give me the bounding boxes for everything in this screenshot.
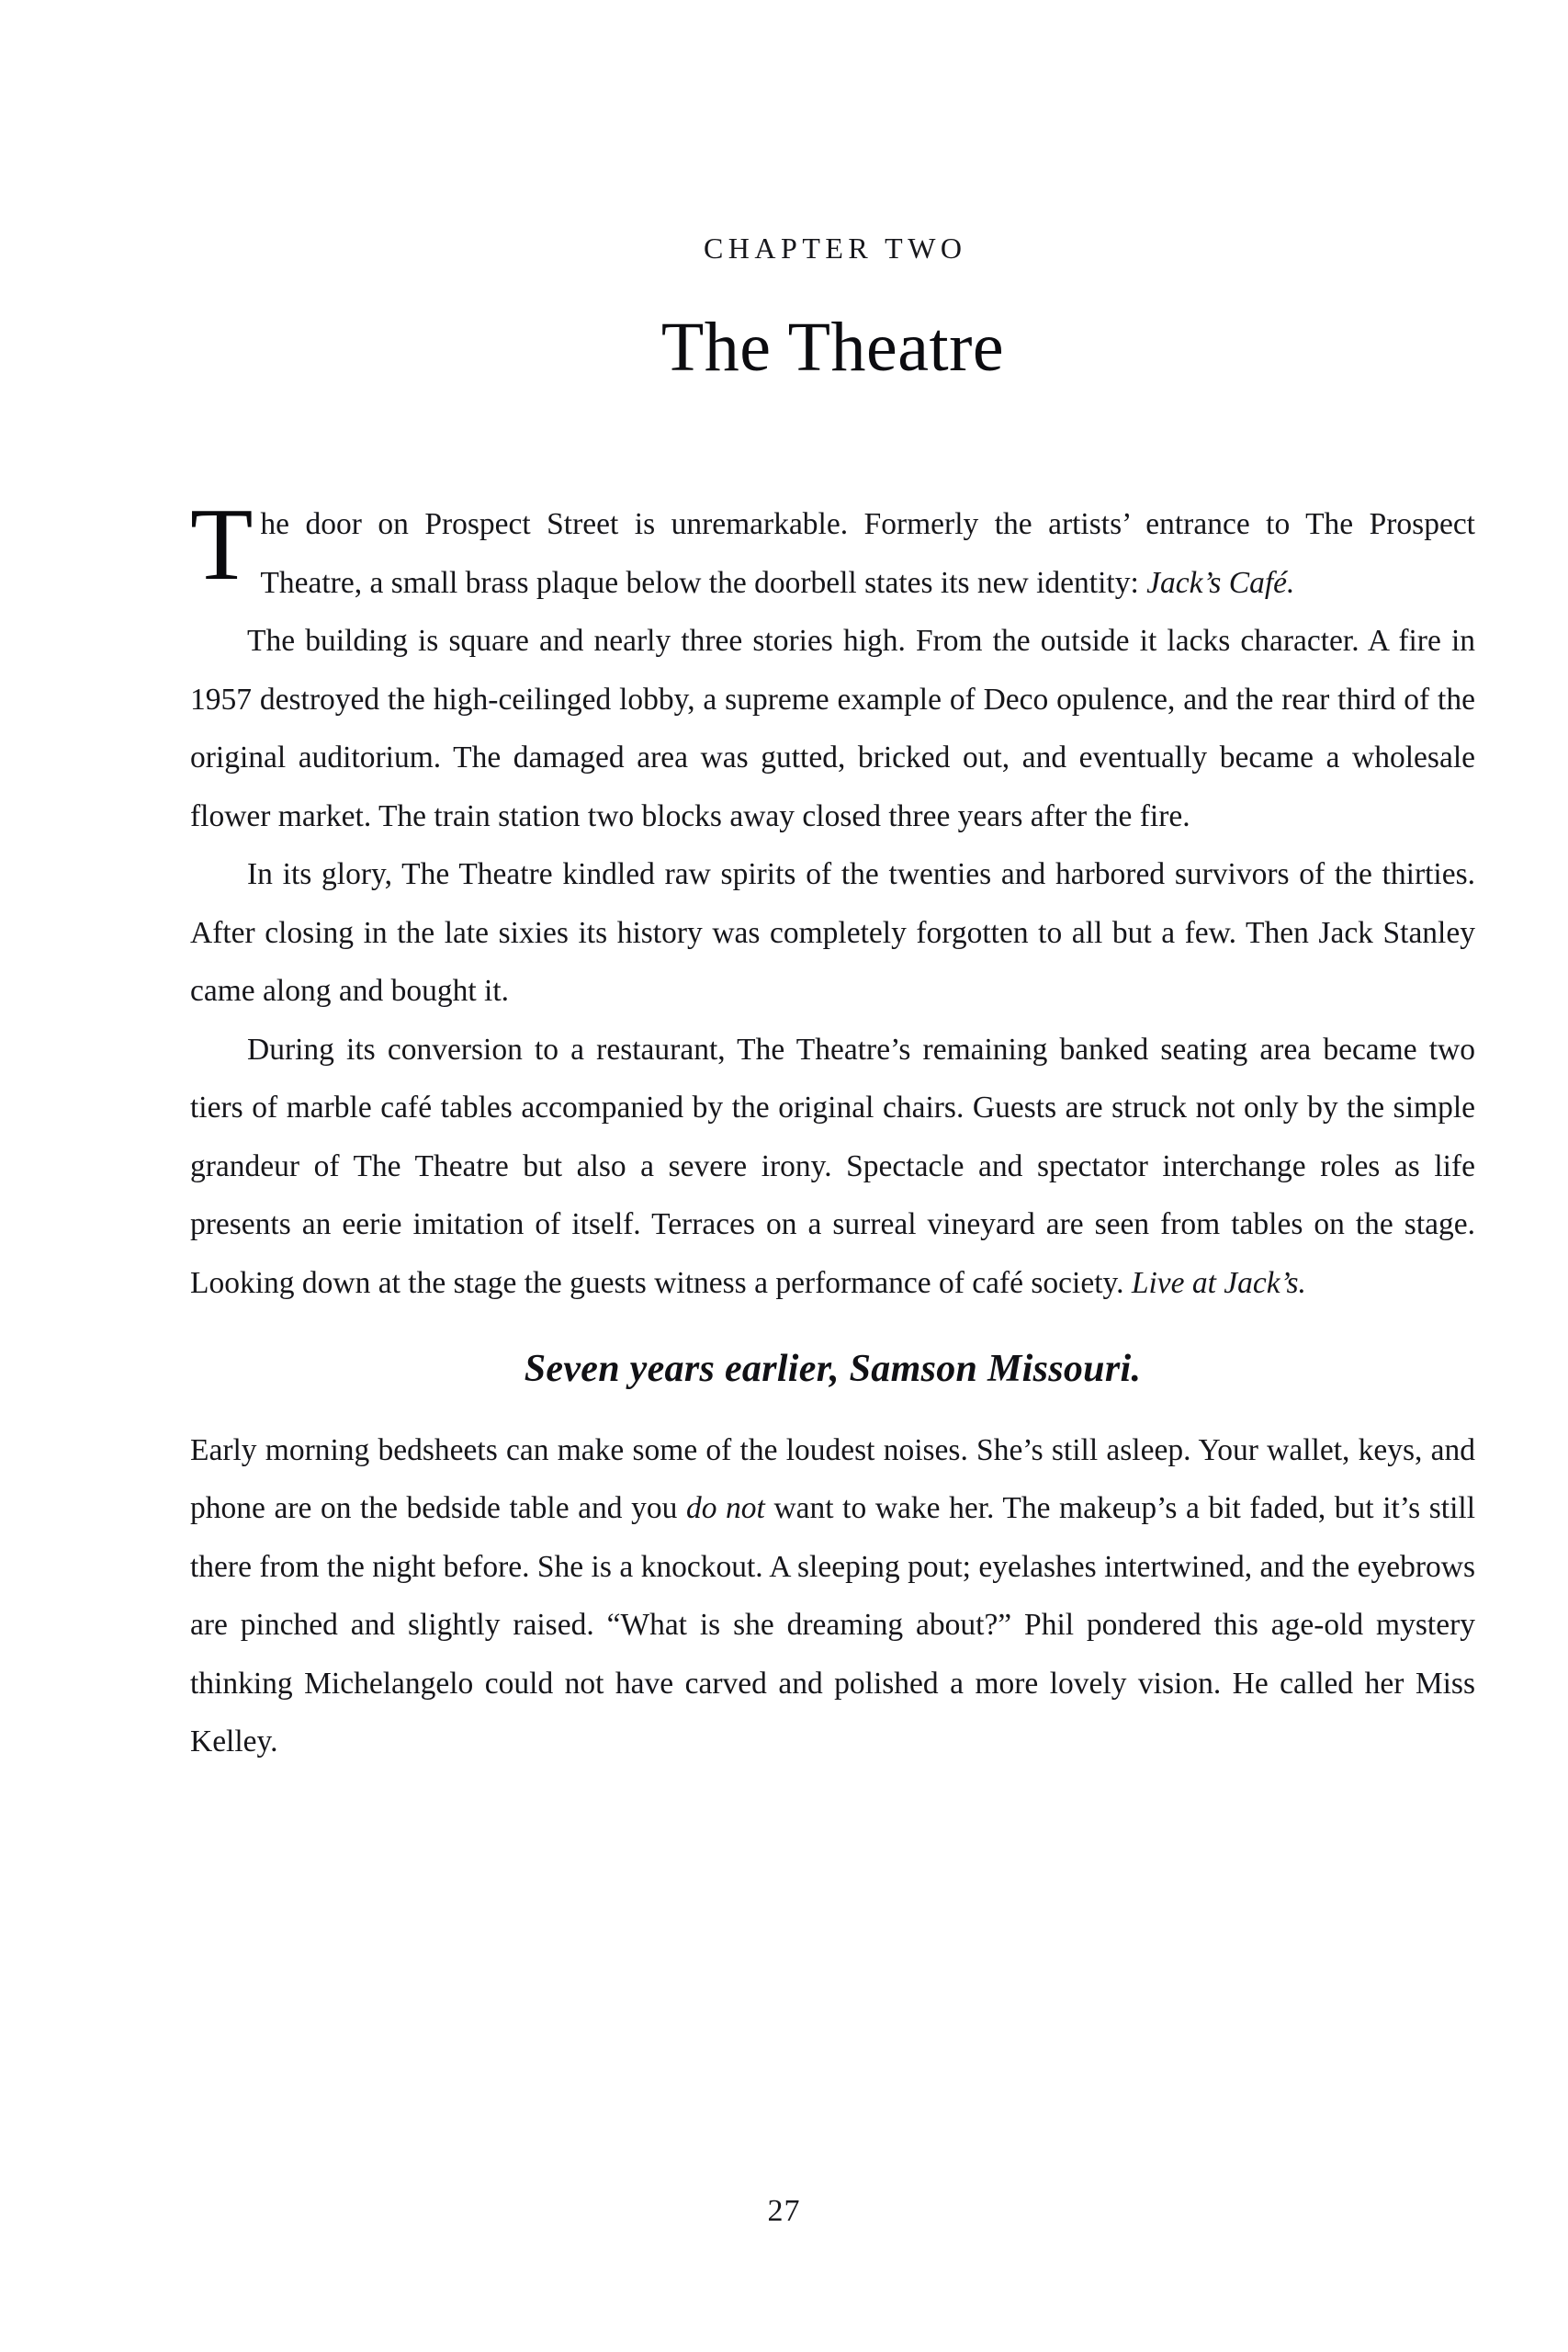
paragraph-5-emphasis: do not (685, 1491, 765, 1526)
paragraph-3: In its glory, The Theatre kindled raw spirits of the twenties and harbored survivors of the thirties. After closing in the late sixies its history was completely forgotten to all but a few. Then Jack Stanley came along and bought it. (190, 857, 1475, 1009)
paragraph-5 (190, 1421, 1475, 1771)
paragraph-4-text: During its conversion to a restaurant, The Theatre’s remaining banked seating area became two tiers of marble café tables accompanied by the original chairs. Guests are struck not only by the simple grandeur of The Theatre but also a severe irony. Spectacle and spectator interchange roles as life presents an eerie imitation of itself. Terraces on a surreal vineyard are seen from tables on the stage. Looking down at the stage the guests witness a performance of café society. (190, 1032, 1475, 1300)
paragraph-1-text: he door on Prospect Street is unremarkable. Formerly the artists’ entrance to The Prospect Theatre, a small brass plaque below the doorbell states its new identity: (260, 507, 1475, 600)
paragraph-1 (190, 488, 1475, 612)
scene-heading: Seven years earlier, Samson Missouri. (524, 1348, 1142, 1391)
paragraph-4 (190, 1021, 1475, 1313)
paragraph-1-italic-title: Jack’s Café. (1146, 565, 1295, 600)
paragraph-4-italic-tag: Live at Jack’s. (1131, 1265, 1306, 1300)
paragraph-2: The building is square and nearly three stories high. From the outside it lacks character. A fire in 1957 destroyed the high-ceilinged lobby, a supreme example of Deco opulence, and the rear third of the original auditorium. The damaged area was gutted, bricked out, and eventually became a wholesale flower market. The train station two blocks away closed three years after the fire. (190, 624, 1475, 833)
paragraph-5-text-part1: Early morning bedsheets can make some of the loudest noises. She’s still asleep. Your wallet, keys, and phone are on the bedside table and you (190, 1432, 1475, 1526)
chapter-label: CHAPTER TWO (703, 232, 967, 265)
chapter-title: The Theatre (660, 309, 1005, 387)
drop-cap: T (190, 488, 254, 603)
page-number: 27 (767, 2194, 801, 2228)
text-block (190, 0, 1475, 1771)
paragraph-5-text-part2: want to wake her. The makeup’s a bit faded, but it’s still there from the night before. She is a knockout. A sleeping pout; eyelashes intertwined, and the eyebrows are pinched and slightly raised. “What is she dreaming about?” Phil pondered this age-old mystery thinking Michelangelo could not have carved and polished a more lovely vision. He called her Miss Kelley. (190, 1491, 1476, 1759)
body-copy (190, 387, 1475, 1771)
